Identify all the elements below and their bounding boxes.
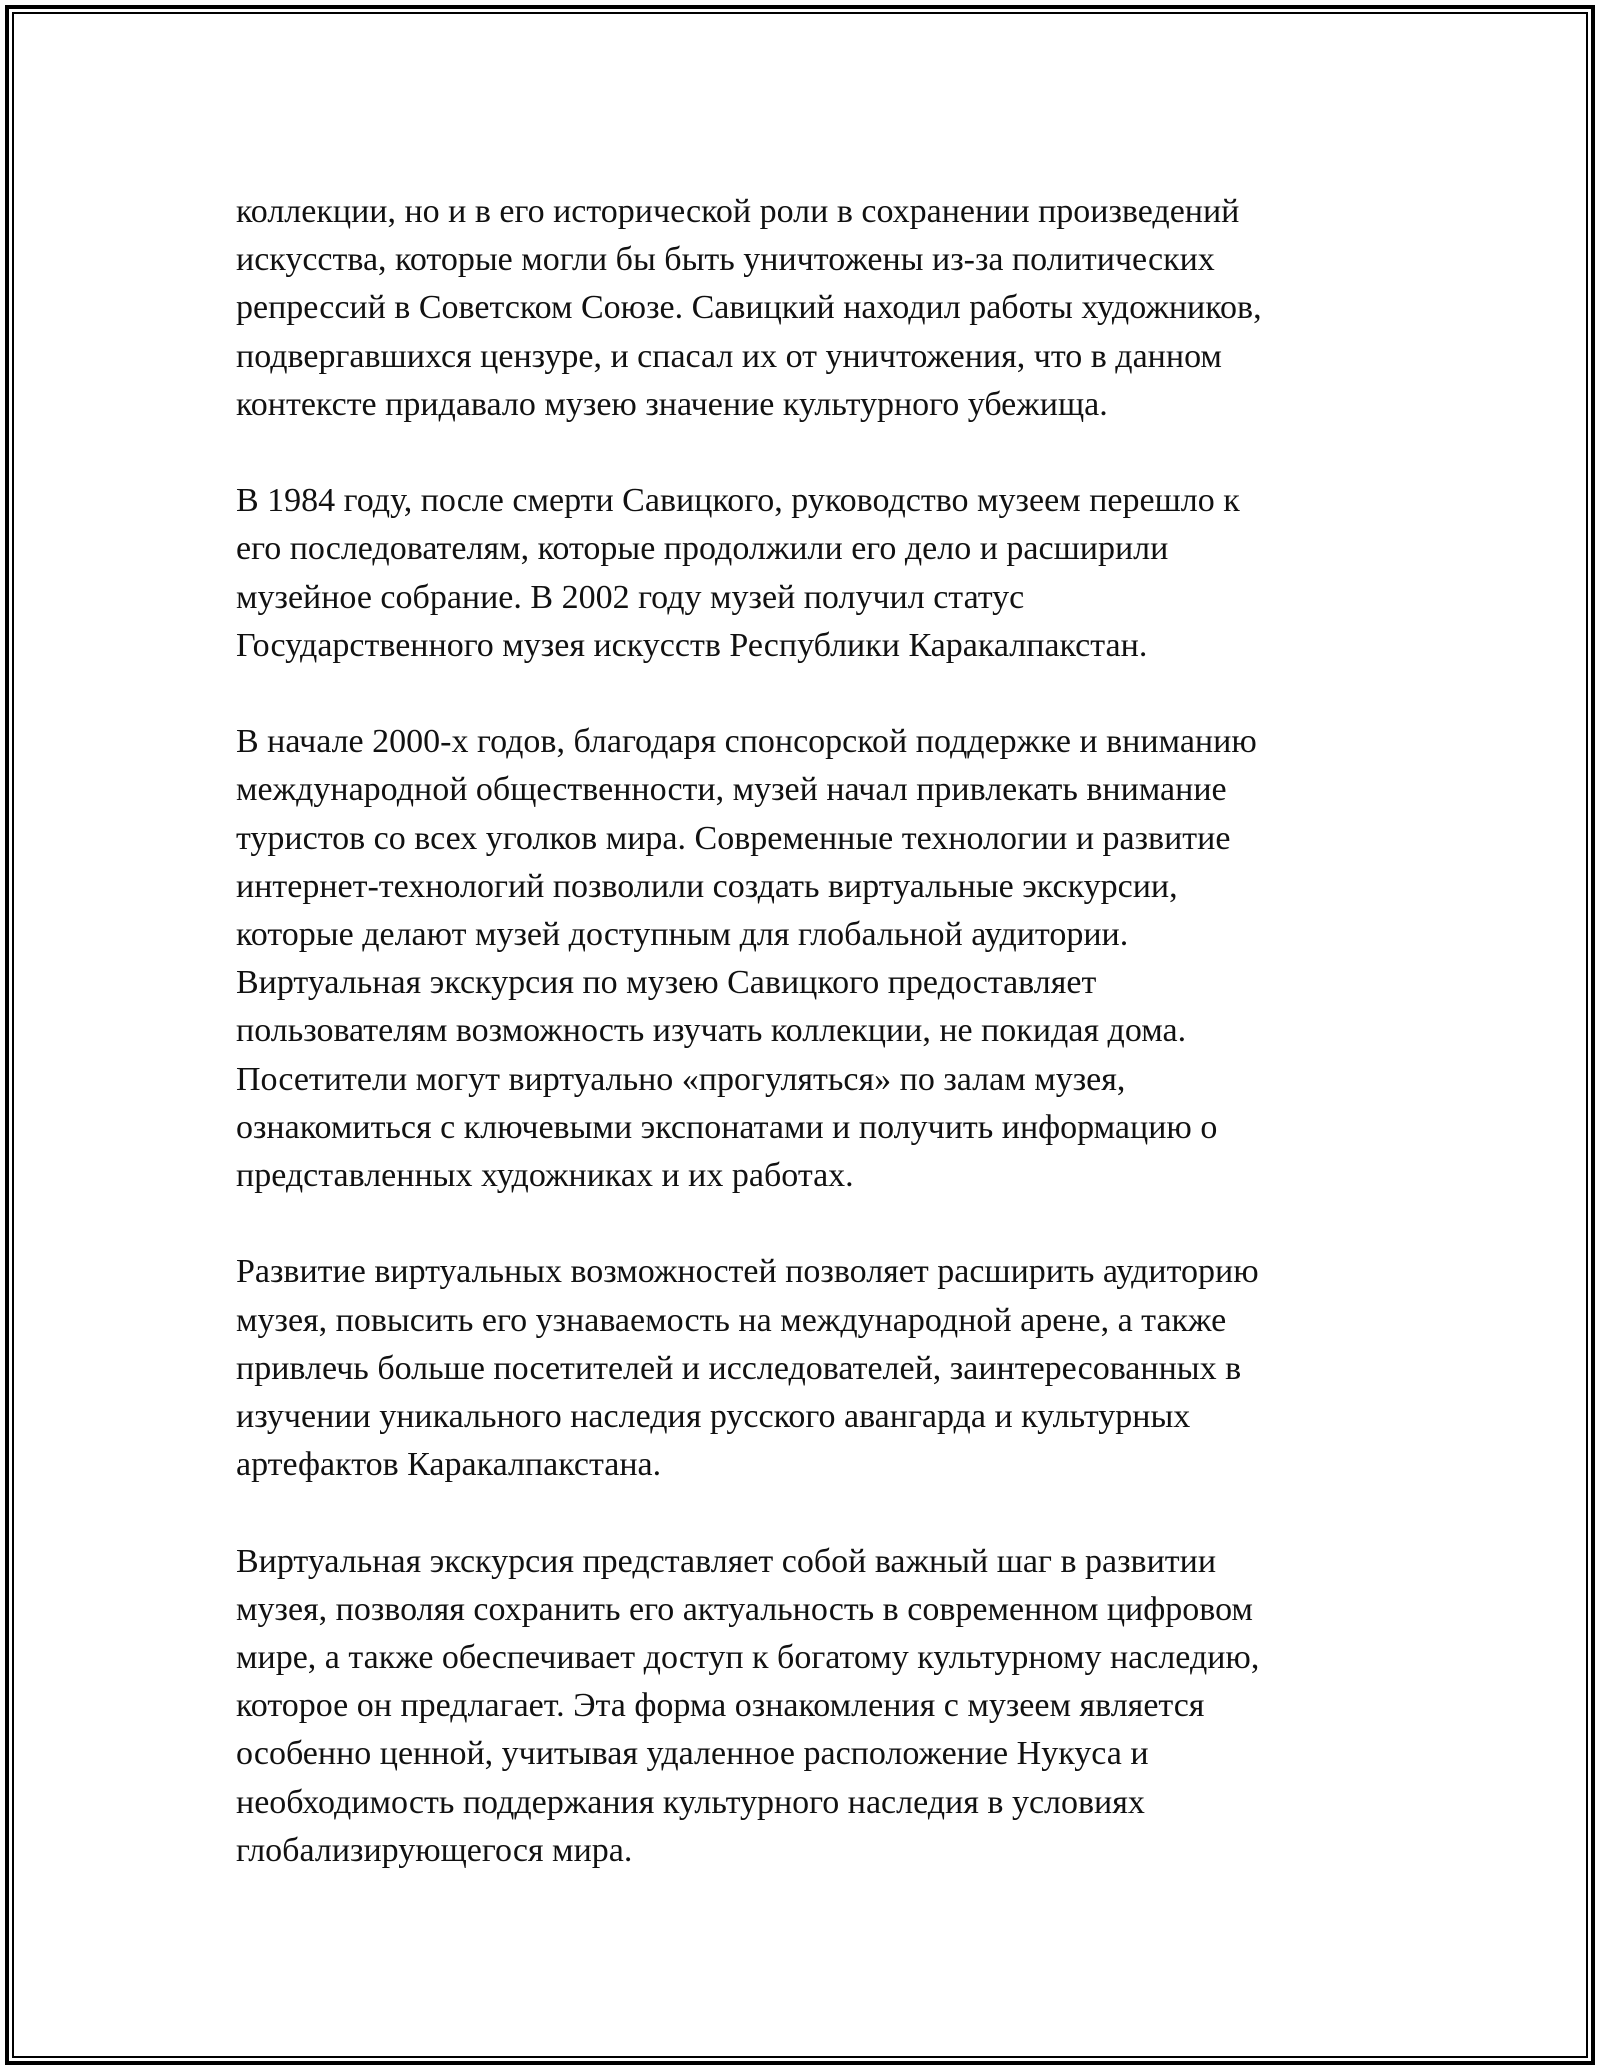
text-line: репрессий в Советском Союзе. Савицкий находил работы художников, xyxy=(236,289,1262,327)
text-line: Виртуальная экскурсия по музею Савицкого предоставляет xyxy=(236,964,1097,1002)
text-line: привлечь больше посетителей и исследователей, заинтересованных в xyxy=(236,1349,1242,1387)
text-line: изучении уникального наследия русского авангарда и культурных xyxy=(236,1398,1191,1436)
text-line: которое он предлагает. Эта форма ознакомления с музеем является xyxy=(236,1687,1205,1725)
text-line: интернет-технологий позволили создать виртуальные экскурсии, xyxy=(236,867,1178,905)
text-line: Виртуальная экскурсия представляет собой важный шаг в развитии xyxy=(236,1542,1217,1580)
text-line: пользователям возможность изучать коллекции, не покидая дома. xyxy=(236,1012,1187,1050)
text-line: контексте придавало музею значение культурного убежища. xyxy=(236,385,1108,423)
text-line: международной общественности, музей начал привлекать внимание xyxy=(236,771,1227,809)
text-line: В 1984 году, после смерти Савицкого, руководство музеем перешло к xyxy=(236,482,1240,520)
text-line: которые делают музей доступным для глобальной аудитории. xyxy=(236,916,1129,954)
text-line: подвергавшихся цензуре, и спасал их от уничтожения, что в данном xyxy=(236,337,1222,375)
text-line: ознакомиться с ключевыми экспонатами и получить информацию о xyxy=(236,1108,1218,1146)
paragraph xyxy=(236,188,1366,429)
text-line: музея, повысить его узнаваемость на международной арене, а также xyxy=(236,1301,1227,1339)
text-line: музейное собрание. В 2002 году музей получил статус xyxy=(236,578,1025,616)
document-body xyxy=(236,188,1366,1923)
text-line: коллекции, но и в его исторической роли в сохранении произведений xyxy=(236,193,1240,230)
paragraph xyxy=(236,718,1366,1200)
paragraph xyxy=(236,1538,1366,1875)
text-line: его последователям, которые продолжили его дело и расширили xyxy=(236,530,1169,568)
text-line: мире, а также обеспечивает доступ к богатому культурному наследию, xyxy=(236,1639,1260,1677)
text-line: глобализирующегося мира. xyxy=(236,1831,633,1869)
text-line: артефактов Каракалпакстана. xyxy=(236,1446,662,1484)
text-line: Государственного музея искусств Республики Каракалпакстан. xyxy=(236,626,1148,664)
text-line: искусства, которые могли бы быть уничтожены из-за политических xyxy=(236,241,1215,279)
text-line: Развитие виртуальных возможностей позволяет расширить аудиторию xyxy=(236,1253,1259,1291)
text-line: туристов со всех уголков мира. Современные технологии и развитие xyxy=(236,819,1231,857)
paragraph xyxy=(236,1248,1366,1489)
text-line: музея, позволяя сохранить его актуальность в современном цифровом xyxy=(236,1590,1253,1628)
text-line: представленных художниках и их работах. xyxy=(236,1157,854,1195)
text-line: особенно ценной, учитывая удаленное расположение Нукуса и xyxy=(236,1735,1149,1773)
paragraph xyxy=(236,477,1366,670)
text-line: Посетители могут виртуально «прогуляться» по залам музея, xyxy=(236,1060,1126,1098)
text-line: необходимость поддержания культурного наследия в условиях xyxy=(236,1783,1145,1821)
text-line: В начале 2000-х годов, благодаря спонсорской поддержке и вниманию xyxy=(236,723,1257,761)
